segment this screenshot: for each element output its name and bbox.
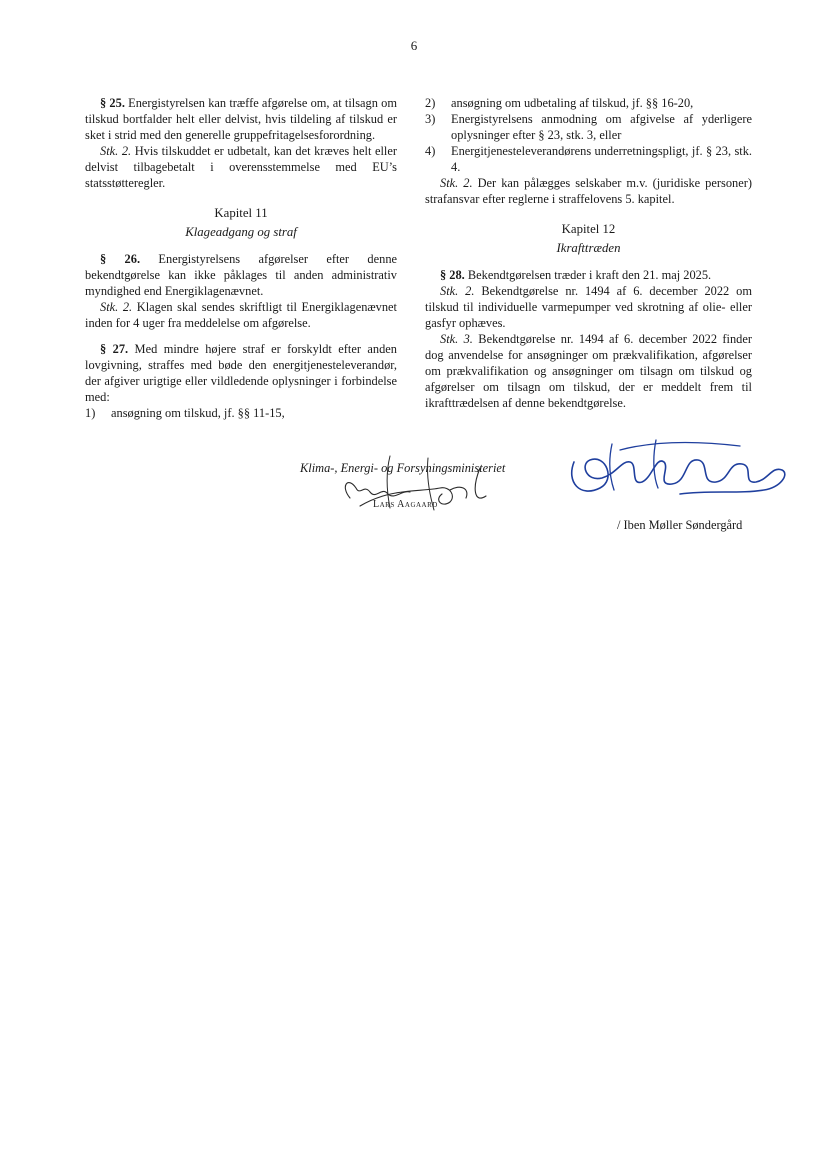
second-signer-name: / Iben Møller Søndergård <box>617 518 743 532</box>
list-item-number: 1) <box>85 406 96 420</box>
stk-text: Bekendtgørelse nr. 1494 af 6. december 2022 om tilskud til individuelle varmepumper ved skrotning af olie- eller gasfyr ophæves. <box>425 284 752 330</box>
paragraph-27-text: Med mindre højere straf er forskyldt efter anden lovgivning, straffes med bøde den energitjenesteleverandør, der afgiver urigtige eller vildledende oplysninger i forbindelse med: <box>85 342 398 404</box>
list-item-text: ansøgning om udbetaling af tilskud, jf. §§ 16-20, <box>451 96 694 110</box>
paragraph-27-stk2 <box>425 175 752 207</box>
stk-label: Stk. 2. <box>100 300 133 314</box>
stk-label: Stk. 2. <box>440 284 475 298</box>
list-item <box>425 95 752 111</box>
second-signature <box>560 432 790 507</box>
list-item-text: Energistyrelsens anmodning om afgivelse af yderligere oplysninger efter § 23, stk. 3, eller <box>451 112 752 142</box>
stk-text: Der kan pålægges selskaber m.v. (juridiske personer) strafansvar efter reglerne i straffelovens 5. kapitel. <box>425 176 752 206</box>
right-column <box>425 95 752 411</box>
chapter-11-subtitle: Klageadgang og straf <box>185 225 297 239</box>
paragraph-26-number: § 26. <box>100 252 141 266</box>
paragraph-27-number: § 27. <box>100 342 129 356</box>
paragraph-26 <box>85 251 397 299</box>
paragraph-25-text: Energistyrelsen kan træffe afgørelse om, at tilsagn om tilskud bortfalder helt eller delvist, hvis tildeling af tilskud er sket i strid med den generelle gruppefritagelsesforordning. <box>85 96 397 142</box>
paragraph-26-text: Energistyrelsens afgørelser efter denne bekendtgørelse kan ikke påklages til anden administrativ myndighed end Energiklagenævnet. <box>85 252 398 298</box>
chapter-12-title: Kapitel 12 <box>561 222 616 236</box>
stk-text: Hvis tilskuddet er udbetalt, kan det kræves helt eller delvist tilbagebetalt i overensstemmelse med EU’s statsstøtteregler. <box>85 144 397 190</box>
stk-label: Stk. 2. <box>440 176 473 190</box>
paragraph-27 <box>85 341 397 405</box>
list-item <box>425 111 752 143</box>
list-item-number: 2) <box>425 96 436 110</box>
chapter-12-subtitle: Ikrafttræden <box>556 241 621 255</box>
list-item <box>425 143 752 175</box>
stk-label: Stk. 3. <box>440 332 473 346</box>
list-item-number: 4) <box>425 144 436 158</box>
list-item-text: ansøgning om tilskud, jf. §§ 11-15, <box>111 406 285 420</box>
list-item-text: Energitjenesteleverandørens underretningspligt, jf. § 23, stk. 4. <box>451 144 752 174</box>
paragraph-25 <box>85 95 397 143</box>
chapter-11-title: Kapitel 11 <box>214 206 268 220</box>
paragraph-28-stk2 <box>425 283 752 331</box>
list-item-number: 3) <box>425 112 436 126</box>
page-number: 6 <box>410 38 418 53</box>
left-column <box>85 95 397 421</box>
paragraph-27-list-continued <box>425 95 752 175</box>
paragraph-25-number: § 25. <box>100 96 125 110</box>
stk-label: Stk. 2. <box>100 144 132 158</box>
paragraph-28-stk3 <box>425 331 752 411</box>
stk-text: Klagen skal sendes skriftligt til Energiklagenævnet inden for 4 uger fra meddelelse om afgørelse. <box>85 300 397 330</box>
minister-name: Lars Aagaard <box>373 499 438 510</box>
paragraph-25-stk2 <box>85 143 397 191</box>
list-item <box>85 405 397 421</box>
ministry-name: Klima-, Energi- og Forsyningsministeriet <box>300 461 506 475</box>
paragraph-28-text: Bekendtgørelsen træder i kraft den 21. maj 2025. <box>464 268 712 282</box>
paragraph-28-number: § 28. <box>440 268 465 282</box>
paragraph-28 <box>425 267 752 283</box>
stk-text: Bekendtgørelse nr. 1494 af 6. december 2022 finder dog anvendelse for ansøgninger om prækvalifikation, afgørelser om prækvalifikation og ansøgninger om tilsagn om tilskud og afgørelser om tilsagn om tilskud, der er meddelt frem til ikrafttrædelsen af denne bekendtgørelse. <box>425 332 752 410</box>
minister-signature <box>330 448 500 518</box>
paragraph-26-stk2 <box>85 299 397 331</box>
paragraph-27-list <box>85 405 397 421</box>
